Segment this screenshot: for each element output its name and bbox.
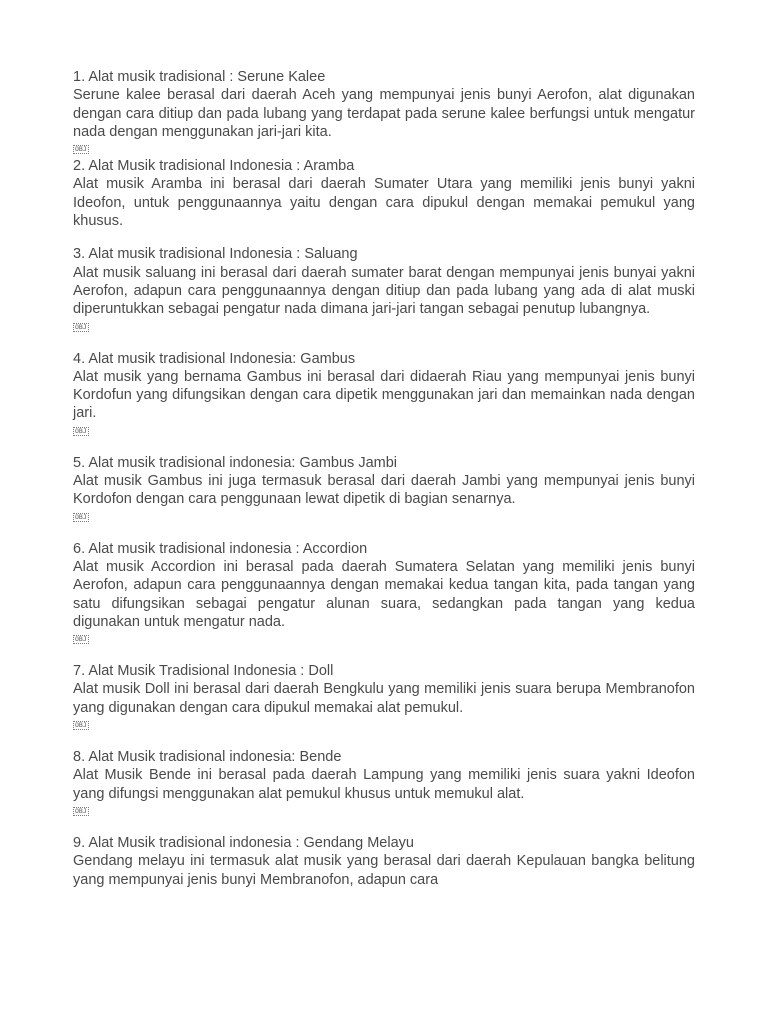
section-heading: 8. Alat Musik tradisional indonesia: Bende <box>73 749 342 766</box>
section-heading: 7. Alat Musik Tradisional Indonesia : Doll <box>73 663 334 680</box>
section-saluang <box>73 245 695 334</box>
section-body: Alat musik saluang ini berasal dari daerah sumater barat dengan mempunyai jenis bunyai yakni Aerofon, adapun cara penggunaannya dengan ditiup dan pada lubang yang ada di alat muski diperuntukkan sebagai pengatur nada dimana jari-jari tangan sebagai penutup lubangnya. <box>73 264 695 318</box>
section-heading: 4. Alat musik tradisional Indonesia: Gambus <box>73 350 356 367</box>
section-accordion <box>73 540 695 647</box>
section-aramba <box>73 157 695 230</box>
section-body: Alat musik Accordion ini berasal pada daerah Sumatera Selatan yang memiliki jenis bunyi Aerofon, adapun cara penggunaannya dengan memakai kedua tangan kita, pada tangan yang satu difungsikan sebagai pengatur alunan suara, sedangkan pada tangan yang kedua digunakan untuk mengatur nada. <box>73 558 695 630</box>
section-gambus-jambi <box>73 454 695 525</box>
section-gambus <box>73 350 695 439</box>
section-body: Alat musik yang bernama Gambus ini berasal dari didaerah Riau yang mempunyai jenis bunyi Kordofun yang difungsikan dengan cara dipetik menggunakan jari dan memainkan nada dengan jari. <box>73 368 695 422</box>
section-gendang-melayu <box>73 834 695 889</box>
section-body: Alat musik Doll ini berasal dari daerah Bengkulu yang memiliki jenis suara berupa Membranofon yang digunakan dengan cara dipukul memakai alat pemukul. <box>73 681 695 716</box>
embedded-object-icon: OBJ <box>75 512 87 521</box>
section-body: Gendang melayu ini termasuk alat musik yang berasal dari daerah Kepulauan bangka belitung yang mempunyai jenis bunyi Membranofon, adapun cara <box>73 853 695 888</box>
embedded-object-icon: OBJ <box>75 322 87 331</box>
section-bende <box>73 748 695 819</box>
section-body: Serune kalee berasal dari daerah Aceh yang mempunyai jenis bunyi Aerofon, alat digunakan dengan cara ditiup dan pada lubang yang terdapat pada serune kalee berfungsi untuk mengatur nada dengan menggunakan jari-jari kita. <box>73 87 695 140</box>
section-body: Alat Musik Bende ini berasal pada daerah Lampung yang memiliki jenis suara yakni Ideofon yang difungsi menggunakan alat pemukul khusus untuk memukul alat. <box>73 767 695 802</box>
section-heading: 1. Alat musik tradisional : Serune Kalee <box>73 69 326 85</box>
section-heading: 6. Alat musik tradisional indonesia : Accordion <box>73 540 368 557</box>
section-doll <box>73 662 695 733</box>
embedded-object-icon: OBJ <box>75 721 87 730</box>
section-body: Alat musik Gambus ini juga termasuk berasal dari daerah Jambi yang mempunyai jenis bunyi Kordofon dengan cara penggunaan lewat dipetik di bagian senarnya. <box>73 473 695 508</box>
document-page <box>73 68 695 889</box>
section-heading: 2. Alat Musik tradisional Indonesia : Aramba <box>73 158 355 175</box>
section-heading: 9. Alat Musik tradisional indonesia : Gendang Melayu <box>73 834 414 851</box>
section-heading: 3. Alat musik tradisional Indonesia : Saluang <box>73 246 358 263</box>
embedded-object-icon: OBJ <box>75 145 87 154</box>
section-heading: 5. Alat musik tradisional indonesia: Gambus Jambi <box>73 454 397 471</box>
embedded-object-icon: OBJ <box>75 806 87 815</box>
section-body: Alat musik Aramba ini berasal dari daerah Sumater Utara yang memiliki jenis bunyi yakni Ideofon, untuk penggunaannya yaitu dengan cara dipukul dengan memakai pemukul yang khusus. <box>73 176 695 230</box>
section-serune-kalee <box>73 68 695 157</box>
embedded-object-icon: OBJ <box>75 635 87 644</box>
embedded-object-icon: OBJ <box>75 426 87 435</box>
